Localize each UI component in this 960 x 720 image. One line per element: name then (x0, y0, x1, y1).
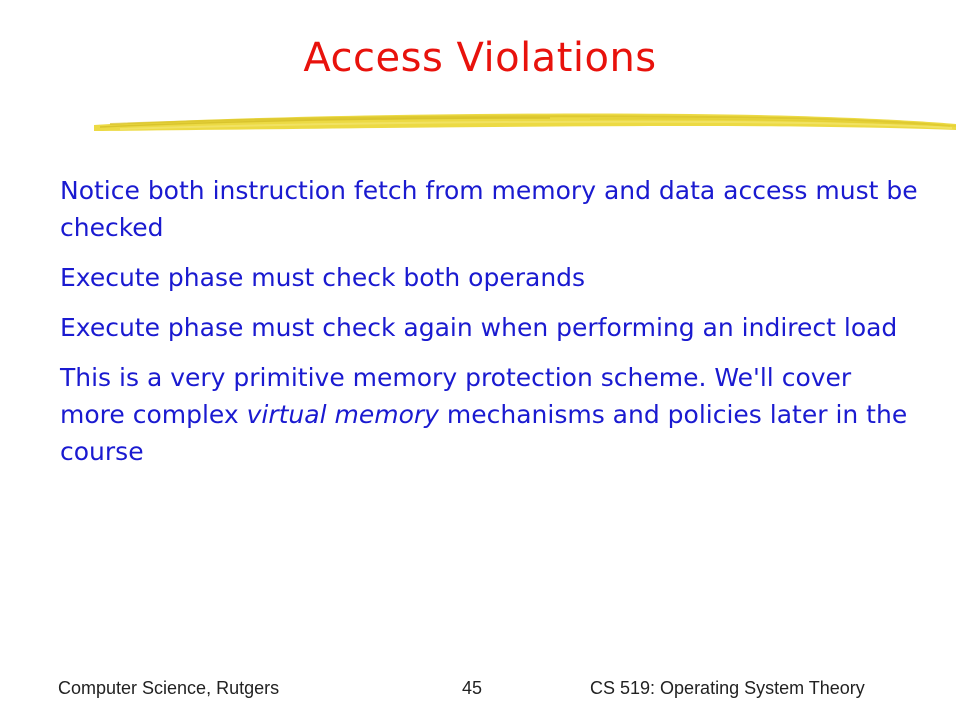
footer-institution: Computer Science, Rutgers (58, 678, 280, 698)
bullet-item: Execute phase must check again when performing an indirect load (60, 313, 898, 342)
title-underline-stroke (90, 104, 960, 140)
footer-course: CS 519: Operating System Theory (590, 678, 865, 698)
bullet-item (60, 359, 920, 470)
bullet-text: mechanisms and policies later in the course (60, 400, 908, 466)
bullet-text: This is a very primitive memory protection scheme. We'll cover more complex (60, 363, 852, 429)
slide-title: Access Violations (303, 35, 657, 81)
bullet-emphasis: virtual memory (246, 400, 439, 429)
footer-page-number: 45 (461, 678, 483, 698)
bullet-list (60, 172, 920, 483)
bullet-item: Execute phase must check both operands (60, 263, 586, 292)
bullet-item: Notice both instruction fetch from memory and data access must be checked (60, 176, 918, 242)
